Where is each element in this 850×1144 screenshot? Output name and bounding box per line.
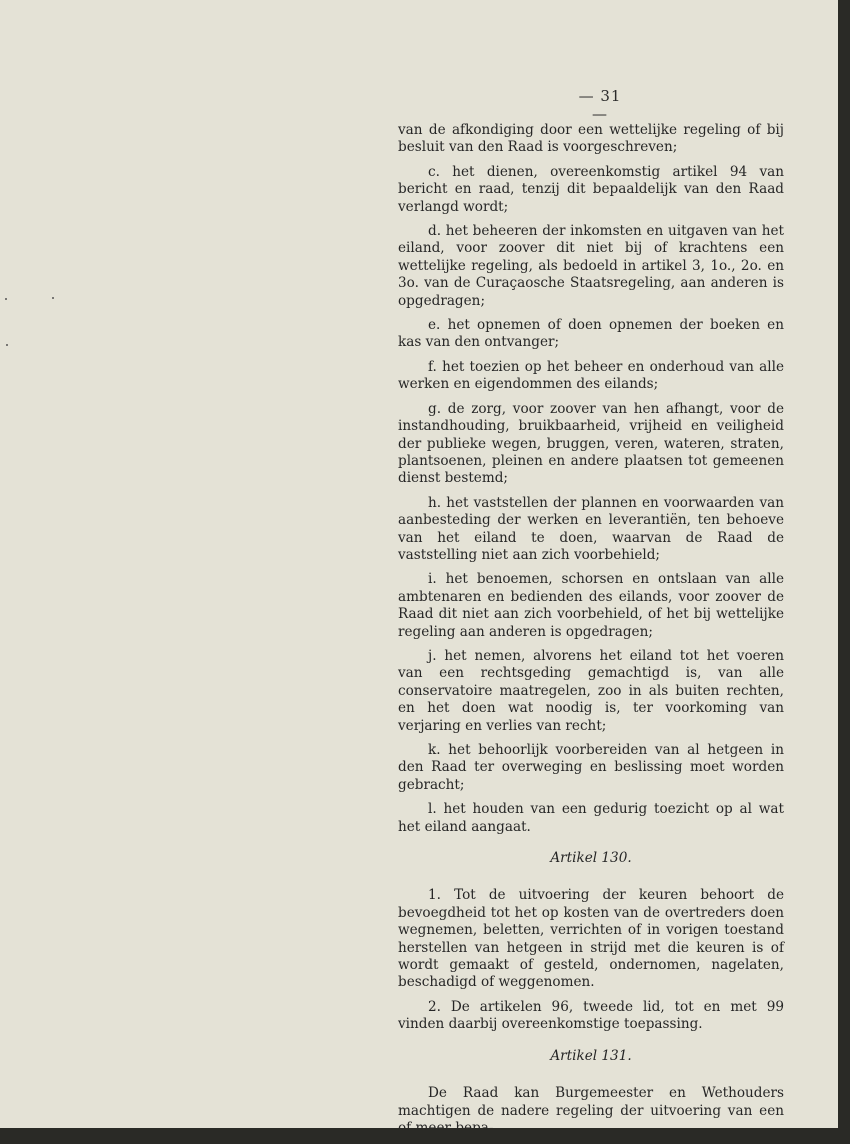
paragraph-j: j. het nemen, alvorens het eiland tot het voeren van een rechtsgeding gemachtigd is, van alle conservatoire maatregelen, zoo in als buiten rechten, en het doen wat noodig is, ter voorkoming van verjaring en verlies van recht; bbox=[398, 647, 784, 734]
scan-border-bottom bbox=[0, 1128, 850, 1140]
scan-border-right bbox=[838, 0, 850, 1140]
paragraph-i: i. het benoemen, schorsen en ontslaan van alle ambtenaren en bedienden des eilands, voor zoover de Raad dit niet aan zich voorbehield, of het bij wettelijke regeling aan anderen is opgedragen; bbox=[398, 571, 784, 640]
page-number: — 31 — bbox=[578, 87, 622, 123]
paragraph-continuation: van de afkondiging door een wettelijke regeling of bij besluit van den Raad is voorgeschreven; bbox=[398, 122, 784, 156]
article-130-heading: Artikel 130. bbox=[550, 850, 632, 867]
paragraph-k: k. het behoorlijk voorbereiden van al hetgeen in den Raad ter overweging en beslissing moet worden gebracht; bbox=[398, 742, 784, 793]
scan-speck bbox=[52, 297, 54, 299]
paragraph-d: d. het beheeren der inkomsten en uitgaven van het eiland, voor zoover dit niet bij of krachtens een wettelijke regeling, als bedoeld in artikel 3, 1o., 2o. en 3o. van de Curaçaosche Staatsregeling, aan anderen is opgedragen; bbox=[398, 223, 784, 309]
scan-speck bbox=[5, 298, 7, 300]
paragraph-h: h. het vaststellen der plannen en voorwaarden van aanbesteding der werken en leverantiën, ten behoeve van het eiland te doen, waarvan de Raad de vaststelling niet aan zich voorbehield; bbox=[398, 494, 784, 563]
body-text bbox=[398, 122, 784, 1144]
paragraph-g: g. de zorg, voor zoover van hen afhangt, voor de instandhouding, bruikbaarheid, vrijheid en veiligheid der publieke wegen, bruggen, veren, wateren, straten, plantsoenen, pleinen en andere plaatsen tot gemeenen dienst bestemd; bbox=[398, 400, 784, 487]
paragraph-c: c. het dienen, overeenkomstig artikel 94 van bericht en raad, tenzij dit bepaaldelijk van den Raad verlangd wordt; bbox=[398, 163, 784, 215]
article-131-heading: Artikel 131. bbox=[550, 1047, 632, 1064]
paragraph-f: f. het toezien op het beheer en onderhoud van alle werken en eigendommen des eilands; bbox=[398, 358, 784, 393]
paragraph-l: l. het houden van een gedurig toezicht op al wat het eiland aangaat. bbox=[398, 801, 784, 835]
article-130-paragraph-2: 2. De artikelen 96, tweede lid, tot en met 99 vinden daarbij overeenkomstige toepassing. bbox=[398, 998, 784, 1033]
article-130-paragraph-1: 1. Tot de uitvoering der keuren behoort de bevoegdheid tot het op kosten van de overtreders doen wegnemen, beletten, verrichten of in vorigen toestand herstellen van hetgeen in strijd met die keuren is of wordt gemaakt of gesteld, ondernomen, nagelaten, beschadigd of weggenomen. bbox=[398, 887, 784, 991]
scan-speck bbox=[6, 344, 8, 346]
article-131-paragraph-1: De Raad kan Burgemeester en Wethouders machtigen de nadere regeling der uitvoering van een bbox=[398, 1085, 784, 1119]
paragraph-e: e. het opnemen of doen opnemen der boeken en kas van den ontvanger; bbox=[398, 317, 784, 351]
